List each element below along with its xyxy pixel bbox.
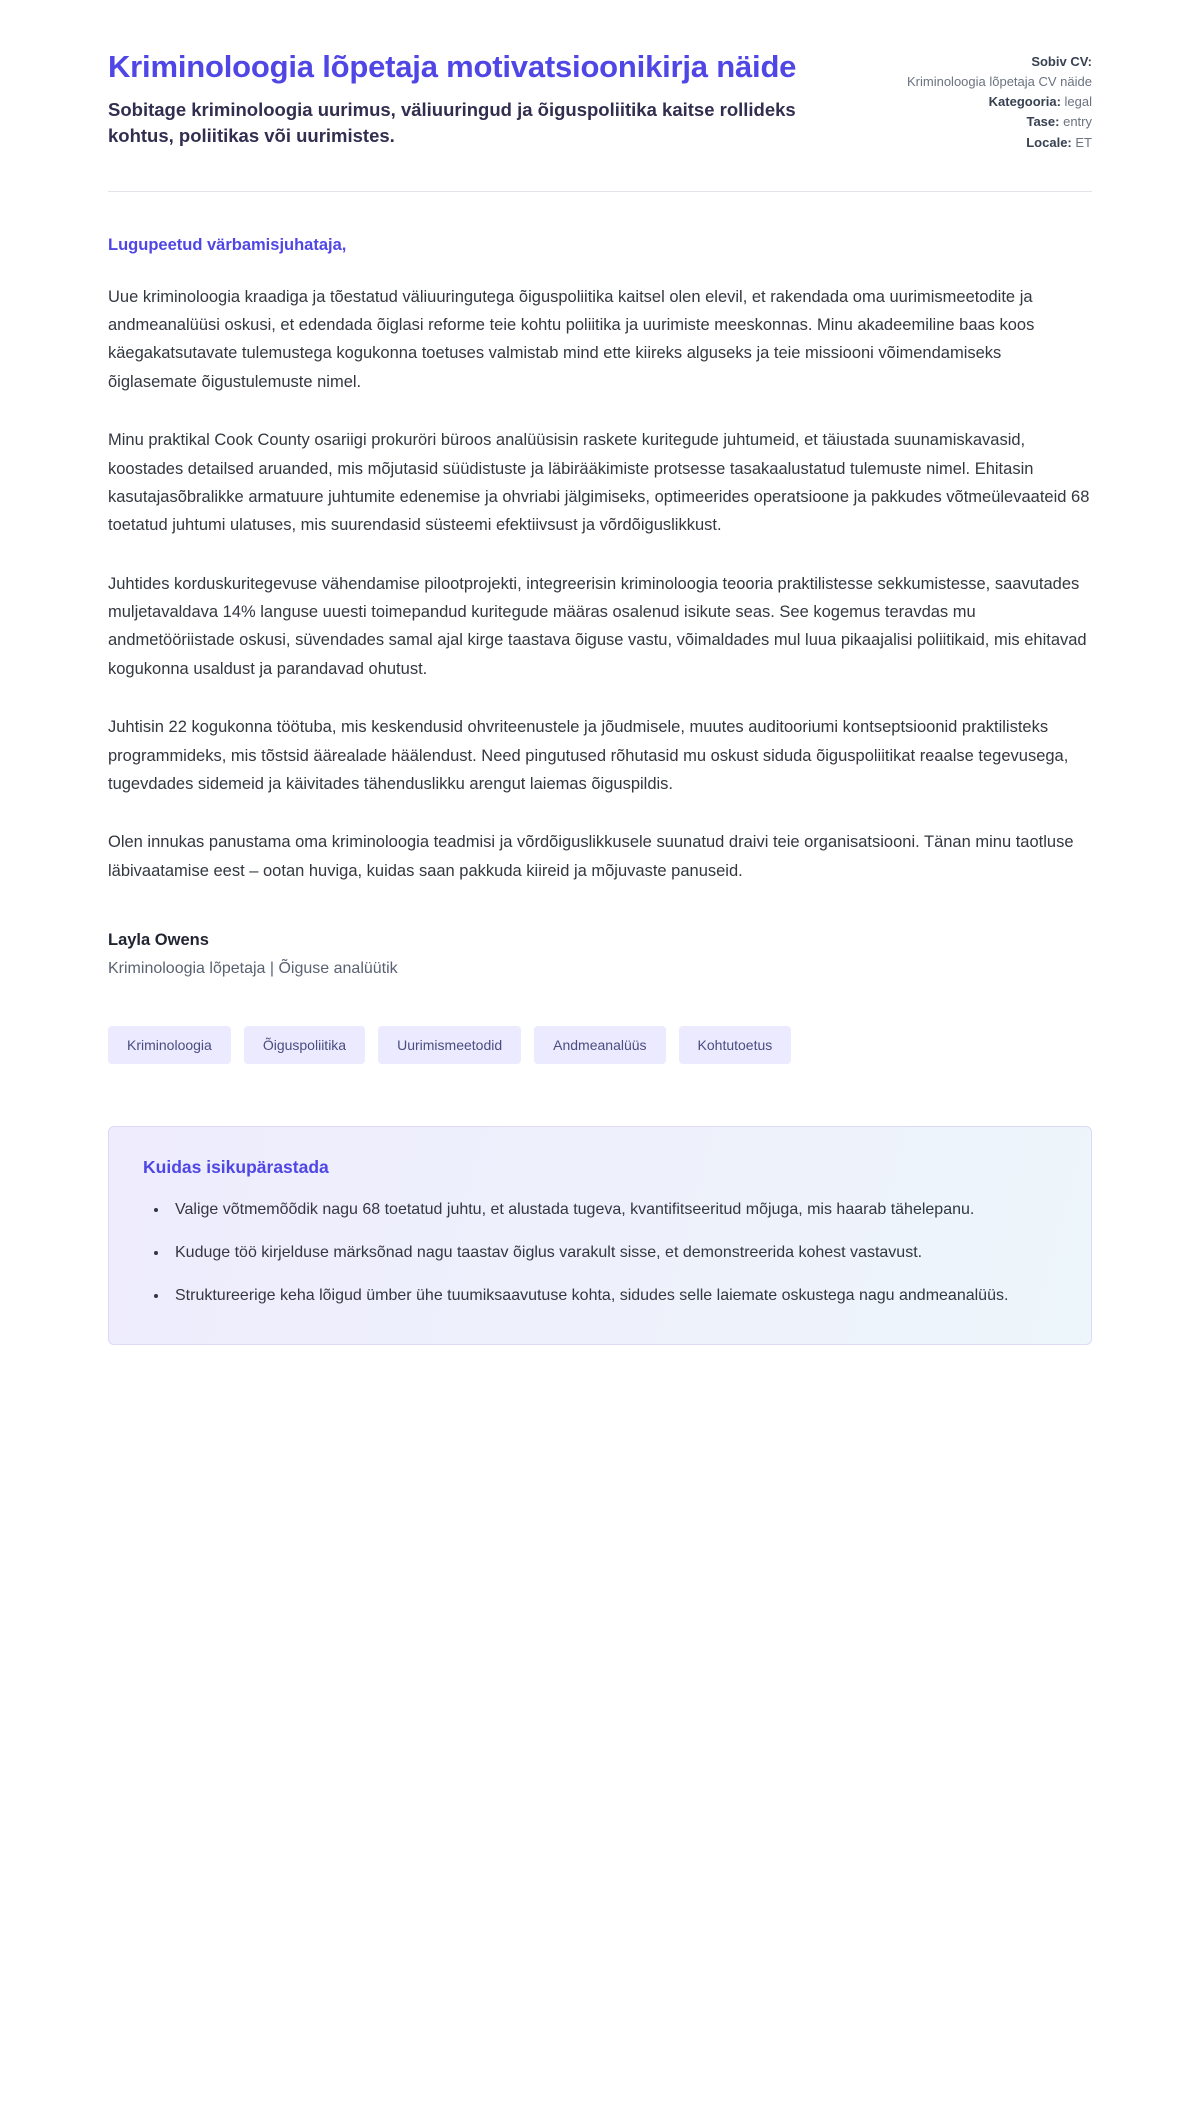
personalization-tips-card xyxy=(108,1126,1092,1345)
meta-cv-value: Kriminoloogia lõpetaja CV näide xyxy=(906,74,1092,90)
tips-list-item: • Valige võtmemõõdik nagu 68 toetatud juhtu, et alustada tugeva, kvantifitseeritud mõjuga, mis haarab tähelepanu. xyxy=(169,1196,1057,1223)
tips-list-item: • Kuduge töö kirjelduse märksõnad nagu taastav õiglus varakult sisse, et demonstreerida kohest vastavust. xyxy=(169,1239,1057,1266)
header-title-block xyxy=(108,48,808,149)
letter-paragraph: Minu praktikal Cook County osariigi prokuröri büroos analüüsisin raskete kuritegude juhtumeid, et täiustada suunamiskavasid, koostades detailsed aruanded, mis mõjutasid süüdistuste ja läbirääkimiste protsesse tasakaalustatud tulemuste nimel. Ehitasin kasutajasõbralikke armatuure juhtumite edenemise ja ohvriabi jälgimiseks, optimeerides operatsioone ja pakkudes võtmeülevaateid 68 toetatud juhtumi ulatuses, mis suurendasid süsteemi efektiivsust ja võrdõiguslikkust. xyxy=(108,431,1090,535)
meta-category-label: Kategooria: xyxy=(988,94,1061,110)
letter-salutation: Lugupeetud värbamisjuhataja, xyxy=(108,235,347,254)
letter-paragraph: Juhtides korduskuritegevuse vähendamise pilootprojekti, integreerisin kriminoloogia teooria praktilistesse sekkumistesse, saavutades muljetavaldava 14% languse uuesti toimepandud kuritegude määras osalenud isikute seas. See kogemus teravdas mu andmetööriistade oskusi, süvendades samal ajal kirge taastava õiguse vastu, võimaldades mul luua pikaajalisi poliitikaid, mis ehitavad kogukonna usaldust ja parandavad ohutust. xyxy=(108,574,1087,678)
letter-body xyxy=(108,192,1092,978)
tag-item[interactable]: Kriminoloogia xyxy=(108,1026,231,1064)
document-header xyxy=(108,48,1092,153)
meta-category xyxy=(902,92,1092,112)
letter-paragraph: Uue kriminoloogia kraadiga ja tõestatud väliuuringutega õiguspoliitika kaitsel olen elevil, et rakendada oma uurimismeetodite ja andmeanalüüsi oskusi, et edendada õiglasi reforme teie kohtu poliitika ja uurimiste meeskonnas. Minu akadeemiline baas koos käegakatsutavate tulemustega kogukonna toetuses valmistab mind ette kiireks alguseks ja teie missiooni võimendamiseks õiglasemate õigustulemuste nimel. xyxy=(108,287,1035,391)
page-subtitle: Sobitage kriminoloogia uurimus, väliuuringud ja õiguspoliitika kaitse rollideks kohtus, poliitikas või uurimistes. xyxy=(108,98,796,147)
tag-list xyxy=(108,1026,1092,1064)
signature-role: Kriminoloogia lõpetaja | Õiguse analüütik xyxy=(108,960,398,978)
signature-name: Layla Owens xyxy=(108,931,209,950)
letter-paragraph: Olen innukas panustama oma kriminoloogia teadmisi ja võrdõiguslikkusele suunatud draivi teie organisatsiooni. Tänan minu taotluse läbivaatamise eest – ootan huviga, kuidas saan pakkuda kiireid ja mõjuvaste panuseid. xyxy=(108,833,1074,880)
meta-level xyxy=(902,112,1092,132)
document-meta xyxy=(902,48,1092,153)
tag-item[interactable]: Õiguspoliitika xyxy=(244,1026,365,1064)
page-title: Kriminoloogia lõpetaja motivatsioonikirja näide xyxy=(108,49,797,84)
meta-locale-value: ET xyxy=(1075,134,1092,150)
letter-paragraph: Juhtisin 22 kogukonna töötuba, mis keskendusid ohvriteenustele ja jõudmisele, muutes auditooriumi kontseptsioonid praktilisteks programmideks, mis tõstsid äärealade häälendust. Need pingutused rõhutasid mu oskust siduda õiguspoliitikat reaalse tegevusega, tugevdades sidemeid ja käivitades tähenduslikku arengut laiemas õiguspildis. xyxy=(108,718,1069,793)
tips-list xyxy=(143,1196,1057,1310)
meta-category-value: legal xyxy=(1064,94,1092,110)
tips-list-item: • Struktureerige keha lõigud ümber ühe tuumiksaavutuse kohta, sidudes selle laiemate oskustega nagu andmeanalüüs. xyxy=(169,1282,1057,1309)
signature-block xyxy=(108,931,1092,978)
tips-title: Kuidas isikupärastada xyxy=(143,1157,329,1178)
tag-item[interactable]: Uurimismeetodid xyxy=(378,1026,521,1064)
meta-level-value: entry xyxy=(1063,114,1092,130)
meta-level-label: Tase: xyxy=(1026,114,1060,130)
meta-locale-label: Locale: xyxy=(1026,134,1072,150)
meta-locale xyxy=(902,133,1092,153)
meta-cv-label: Sobiv CV: xyxy=(1031,54,1092,69)
tag-item[interactable]: Andmeanalüüs xyxy=(534,1026,665,1064)
tag-item[interactable]: Kohtutoetus xyxy=(679,1026,792,1064)
